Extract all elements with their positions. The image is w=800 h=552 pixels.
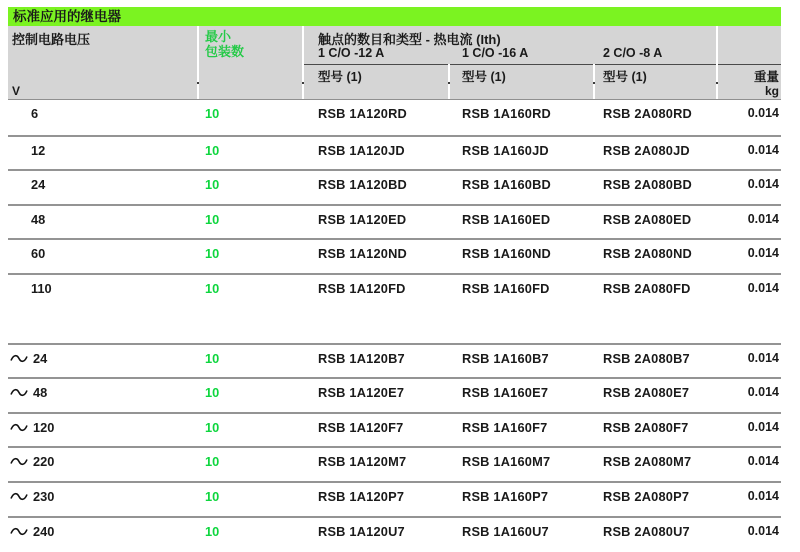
weight-value: 0.014 xyxy=(747,488,779,503)
voltage-value: 120 xyxy=(33,419,55,435)
voltage-cell xyxy=(8,275,197,308)
pack-qty: 10 xyxy=(205,106,220,121)
model-number: RSB 2A080ND xyxy=(603,246,692,262)
model-number: RSB 1A120F7 xyxy=(318,419,404,435)
voltage-cell xyxy=(8,137,197,170)
section-title: 标准应用的继电器 xyxy=(13,9,121,24)
model-number: RSB 2A080M7 xyxy=(603,454,692,470)
voltage-value: 24 xyxy=(33,350,48,366)
voltage-value: 48 xyxy=(31,211,46,227)
table-row-dc-110 xyxy=(8,273,781,308)
voltage-value: 24 xyxy=(31,177,46,193)
weight-value: 0.014 xyxy=(747,211,779,226)
model-number: RSB 1A160P7 xyxy=(462,488,549,504)
model-number: RSB 1A120P7 xyxy=(318,488,405,504)
weight-value: 0.014 xyxy=(747,419,779,434)
model-number: RSB 1A160FD xyxy=(462,280,550,296)
model-number: RSB 1A160RD xyxy=(462,106,551,121)
model-number: RSB 1A120M7 xyxy=(318,454,407,470)
weight-value: 0.014 xyxy=(747,106,779,120)
voltage-value: 6 xyxy=(31,106,39,121)
model-number: RSB 1A120RD xyxy=(318,106,407,121)
voltage-cell xyxy=(8,448,197,481)
voltage-unit: V xyxy=(8,84,197,99)
pack-qty: 10 xyxy=(205,211,220,227)
weight-value: 0.014 xyxy=(747,523,779,538)
model-number: RSB 1A120BD xyxy=(318,177,407,193)
model-number: RSB 1A160U7 xyxy=(462,523,549,539)
model-number: RSB 1A160JD xyxy=(462,142,549,158)
voltage-cell xyxy=(8,483,197,516)
section-gap xyxy=(0,308,800,343)
weight-value: 0.014 xyxy=(747,246,779,261)
ac-current-icon xyxy=(10,527,28,536)
header-weight-spacer xyxy=(718,26,781,64)
voltage-cell xyxy=(8,414,197,447)
model-number: RSB 1A120B7 xyxy=(318,350,405,366)
model-number: RSB 1A160ND xyxy=(462,246,551,262)
model-number: RSB 2A080RD xyxy=(603,106,692,121)
header-pack-qty xyxy=(199,26,302,64)
voltage-cell xyxy=(8,379,197,412)
pack-qty: 10 xyxy=(205,246,220,262)
weight-value: 0.014 xyxy=(747,350,779,365)
pack-qty: 10 xyxy=(205,454,220,470)
voltage-value: 60 xyxy=(31,246,46,262)
voltage-cell xyxy=(8,171,197,204)
pack-qty: 10 xyxy=(205,177,220,193)
units-row-wrap xyxy=(8,84,781,100)
voltage-cell xyxy=(8,518,197,551)
model-header-1: 型号 (1) xyxy=(304,64,448,85)
header-weight: 重量 xyxy=(718,64,781,85)
unit-empty5 xyxy=(595,84,716,99)
table-row-ac-24 xyxy=(8,343,781,378)
header-pack-line2: 包装数 xyxy=(205,44,245,59)
unit-empty2 xyxy=(199,84,302,99)
table-row-ac-120 xyxy=(8,412,781,447)
weight-value: 0.014 xyxy=(747,177,779,192)
table-header xyxy=(8,26,781,64)
model-number: RSB 2A080E7 xyxy=(603,385,690,401)
voltage-cell xyxy=(8,240,197,273)
model-number: RSB 1A160E7 xyxy=(462,385,549,401)
voltage-value: 240 xyxy=(33,523,55,539)
model-number: RSB 1A120JD xyxy=(318,142,405,158)
model-number: RSB 2A080F7 xyxy=(603,419,689,435)
model-number: RSB 1A120E7 xyxy=(318,385,405,401)
table-row-dc-60 xyxy=(8,238,781,273)
model-number: RSB 2A080ED xyxy=(603,211,692,227)
model-header-empty1 xyxy=(8,64,197,85)
model-number: RSB 1A160F7 xyxy=(462,419,548,435)
table-row-dc-12 xyxy=(8,135,781,170)
model-number: RSB 2A080U7 xyxy=(603,523,690,539)
units-row xyxy=(8,84,781,99)
header-contacts-group xyxy=(304,26,716,64)
voltage-value: 230 xyxy=(33,488,55,504)
ac-current-icon xyxy=(10,388,28,397)
pack-qty: 10 xyxy=(205,419,220,435)
ac-current-icon xyxy=(10,423,28,432)
table-row-dc-48 xyxy=(8,204,781,239)
model-number: RSB 2A080B7 xyxy=(603,350,690,366)
model-header-3: 型号 (1) xyxy=(595,64,716,85)
model-number: RSB 1A160M7 xyxy=(462,454,551,470)
voltage-cell xyxy=(8,206,197,239)
table-row-dc-6 xyxy=(8,100,781,135)
table-row-ac-220 xyxy=(8,446,781,481)
voltage-value: 12 xyxy=(31,142,46,158)
header-subcol-2co8a: 2 C/O -8 A xyxy=(603,46,663,60)
pack-qty: 10 xyxy=(205,488,220,504)
pack-qty: 10 xyxy=(205,280,220,296)
pack-qty: 10 xyxy=(205,385,220,401)
unit-empty3 xyxy=(304,84,448,99)
ac-current-icon xyxy=(10,457,28,466)
weight-value: 0.014 xyxy=(747,454,779,469)
pack-qty: 10 xyxy=(205,523,220,539)
model-number: RSB 2A080BD xyxy=(603,177,692,193)
model-header-row xyxy=(8,64,781,82)
voltage-cell xyxy=(8,100,197,135)
section-title-bar xyxy=(8,7,781,26)
unit-empty4 xyxy=(450,84,593,99)
weight-value: 0.014 xyxy=(747,280,779,295)
model-number: RSB 1A120FD xyxy=(318,280,406,296)
table-row-ac-230 xyxy=(8,481,781,516)
model-number: RSB 1A160BD xyxy=(462,177,551,193)
table-row-dc-24 xyxy=(8,169,781,204)
ac-current-icon xyxy=(10,492,28,501)
header-contact-subcolumns xyxy=(304,46,716,60)
voltage-value: 220 xyxy=(33,454,55,470)
voltage-cell xyxy=(8,345,197,378)
model-number: RSB 2A080JD xyxy=(603,142,690,158)
model-number: RSB 1A160B7 xyxy=(462,350,549,366)
table-row-ac-48 xyxy=(8,377,781,412)
header-subcol-1co16a: 1 C/O -16 A xyxy=(462,46,529,60)
voltage-value: 48 xyxy=(33,385,48,401)
model-number: RSB 1A120ED xyxy=(318,211,407,227)
weight-value: 0.014 xyxy=(747,385,779,400)
model-number: RSB 2A080P7 xyxy=(603,488,690,504)
model-number: RSB 1A160ED xyxy=(462,211,551,227)
weight-unit: kg xyxy=(718,84,781,99)
model-number: RSB 1A120U7 xyxy=(318,523,405,539)
ac-current-icon xyxy=(10,354,28,363)
weight-value: 0.014 xyxy=(747,142,779,157)
model-header-empty2 xyxy=(199,64,302,85)
pack-qty: 10 xyxy=(205,350,220,366)
pack-qty: 10 xyxy=(205,142,220,158)
header-contacts-title: 触点的数目和类型 - 热电流 (Ith) xyxy=(318,32,501,47)
model-number: RSB 2A080FD xyxy=(603,280,691,296)
voltage-value: 110 xyxy=(31,280,52,296)
model-number: RSB 1A120ND xyxy=(318,246,407,262)
model-header-2: 型号 (1) xyxy=(450,64,593,85)
header-pack-line1: 最小 xyxy=(205,29,232,44)
header-voltage: 控制电路电压 xyxy=(8,26,197,64)
header-subcol-1co12a: 1 C/O -12 A xyxy=(318,46,385,60)
